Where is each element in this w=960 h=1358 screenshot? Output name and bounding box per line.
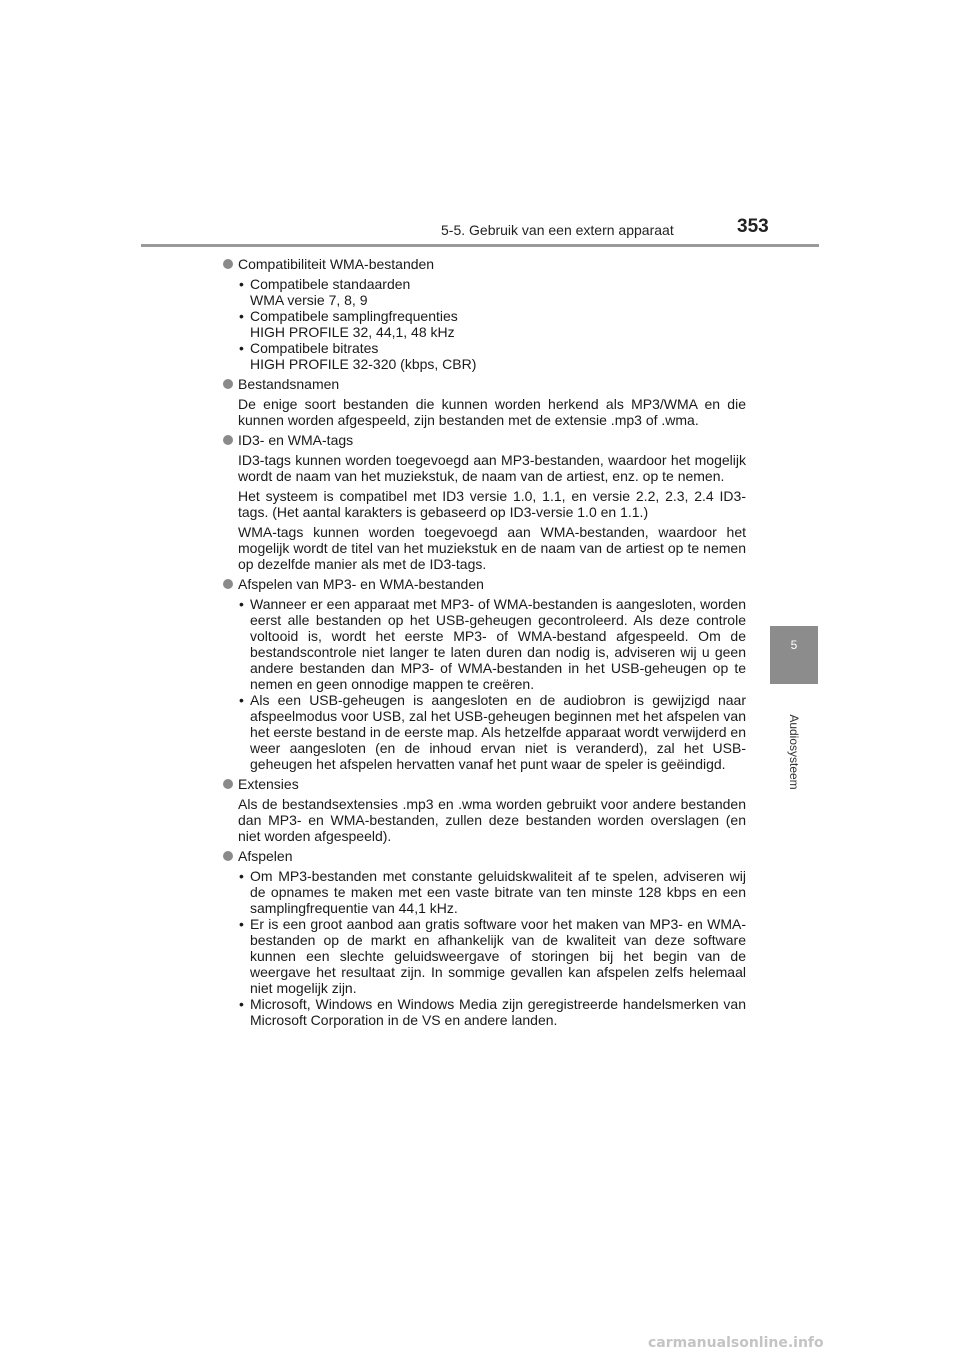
watermark: carmanualsonline.info <box>648 1335 824 1351</box>
chapter-number: 5 <box>790 638 798 652</box>
bullet-dot-icon <box>223 435 233 445</box>
section-extensions <box>222 776 746 844</box>
chapter-tab <box>770 626 818 684</box>
section-wma-compatibility <box>222 256 746 372</box>
paragraph: De enige soort bestanden die kunnen worden herkend als MP3/WMA en die kunnen worden afgespeeld, zijn bestanden met de extensie .mp3 of .wma. <box>238 396 746 428</box>
section-heading: Compatibiliteit WMA-bestanden <box>222 256 746 272</box>
section-heading: Extensies <box>222 776 746 792</box>
bullet-list <box>238 276 746 372</box>
running-header: 5-5. Gebruik van een extern apparaat <box>441 222 674 238</box>
list-item: • Compatibele standaarden WMA versie 7, 8, 9 <box>238 276 746 308</box>
paragraph: ID3-tags kunnen worden toegevoegd aan MP3-bestanden, waardoor het mogelijk wordt de naam van het muziekstuk, de naam van de artiest, enz. op te nemen. <box>238 452 746 484</box>
bullet-dot-icon <box>223 779 233 789</box>
bullet-list <box>238 596 746 772</box>
paragraph: WMA-tags kunnen worden toegevoegd aan WMA-bestanden, waardoor het mogelijk wordt de titel van het muziekstuk en de naam van de artiest op te nemen op dezelfde manier als met de ID3-tags. <box>238 524 746 572</box>
list-item: • Als een USB-geheugen is aangesloten en de audiobron is gewijzigd naar afspeelmodus voor USB, zal het USB-geheugen beginnen met het afspelen van het eerste bestand in de eerste map. Als hetzelfde apparaat wordt verwijderd en weer aangesloten (en de inhoud ervan niet is veranderd), zal het USB-geheugen het afspelen hervatten vanaf het punt waar de speler is geëindigd. <box>238 692 746 772</box>
page-number: 353 <box>737 216 769 237</box>
list-item: • Microsoft, Windows en Windows Media zijn geregistreerde handelsmerken van Microsoft Corporation in de VS en andere landen. <box>238 996 746 1028</box>
paragraph: Het systeem is compatibel met ID3 versie 1.0, 1.1, en versie 2.2, 2.3, 2.4 ID3-tags. (Het aantal karakters is gebaseerd op ID3-versie 1.0 en 1.1.) <box>238 488 746 520</box>
bullet-dot-icon <box>223 579 233 589</box>
chapter-label: Audiosysteem <box>787 714 801 790</box>
section-heading: ID3- en WMA-tags <box>222 432 746 448</box>
section-filenames <box>222 376 746 428</box>
bullet-dot-icon <box>223 851 233 861</box>
section-heading: Afspelen <box>222 848 746 864</box>
section-heading: Afspelen van MP3- en WMA-bestanden <box>222 576 746 592</box>
list-item: • Om MP3-bestanden met constante geluidskwaliteit af te spelen, adviseren wij de opnames te maken met een vaste bitrate van ten minste 128 kbps en een samplingfrequentie van 44,1 kHz. <box>238 868 746 916</box>
section-heading: Bestandsnamen <box>222 376 746 392</box>
bullet-dot-icon <box>223 379 233 389</box>
section-playback-mp3-wma <box>222 576 746 772</box>
paragraph: Als de bestandsextensies .mp3 en .wma worden gebruikt voor andere bestanden dan MP3- en WMA-bestanden, zullen deze bestanden worden overslagen (en niet worden afgespeeld). <box>238 796 746 844</box>
page-content <box>222 256 746 1032</box>
list-item: • Er is een groot aanbod aan gratis software voor het maken van MP3- en WMA-bestanden op de markt en afhankelijk van de kwaliteit van deze software kunnen een slechte geluidsweergave of storingen bij het begin van de weergave het resultaat zijn. In sommige gevallen kan afspelen zelfs helemaal niet mogelijk zijn. <box>238 916 746 996</box>
section-id3-tags <box>222 432 746 572</box>
bullet-dot-icon <box>223 259 233 269</box>
list-item: • Compatibele bitrates HIGH PROFILE 32-320 (kbps, CBR) <box>238 340 746 372</box>
bullet-list <box>238 868 746 1028</box>
list-item: • Compatibele samplingfrequenties HIGH PROFILE 32, 44,1, 48 kHz <box>238 308 746 340</box>
section-playback <box>222 848 746 1028</box>
list-item: • Wanneer er een apparaat met MP3- of WMA-bestanden is aangesloten, worden eerst alle bestanden op het USB-geheugen gecontroleerd. Als deze controle voltooid is, wordt het eerste MP3- of WMA-bestand afgespeeld. Om de bestandscontrole niet langer te laten duren dan nodig is, adviseren wij u geen andere bestanden dan MP3- of WMA-bestanden in het USB-geheugen op te nemen en geen onnodige mappen te creëren. <box>238 596 746 692</box>
header-divider <box>141 244 819 247</box>
